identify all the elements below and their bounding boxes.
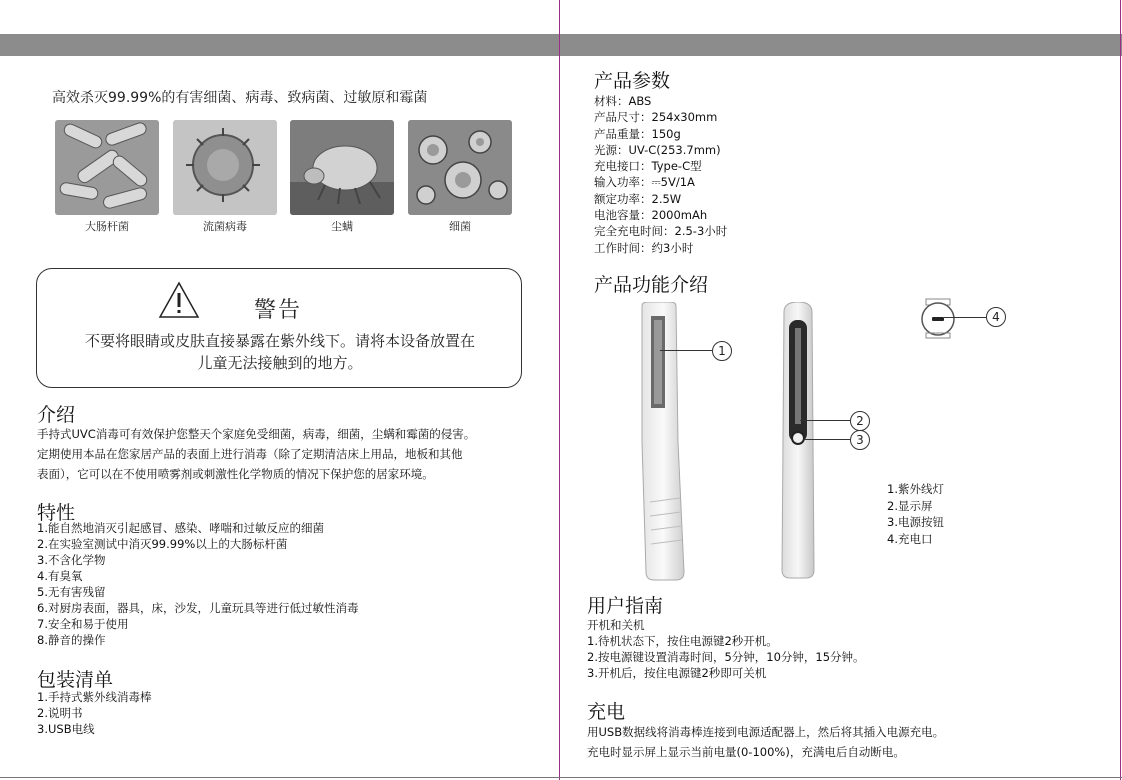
wand-front-illustration: [778, 302, 818, 584]
ecoli-image: [55, 120, 159, 215]
spec-item: 额定功率：2.5W: [594, 191, 682, 206]
charging-port-illustration: [918, 297, 958, 345]
page-edge-bottom: [0, 777, 1122, 778]
function-label: 2.显示屏: [887, 498, 933, 513]
charging-line: 充电时显示屏上显示当前电量(0-100%)，充满电后自动断电。: [587, 745, 905, 759]
warning-line: 不要将眼睛或皮肤直接暴露在紫外线下。请将本设备放置在: [84, 332, 475, 350]
feature-item: 7.安全和易于使用: [37, 617, 129, 631]
functions-heading: 产品功能介绍: [594, 274, 709, 296]
column-divider: [559, 0, 560, 780]
spec-item: 输入功率：⎓5V/1A: [594, 175, 695, 190]
dust-mite-image: [290, 120, 394, 215]
function-label: 1.紫外线灯: [887, 482, 944, 496]
virus-image: [173, 120, 277, 215]
wand-side-illustration: [640, 302, 686, 586]
callout-2: 2: [850, 411, 870, 431]
germ-caption: 流菌病毒: [203, 220, 247, 233]
guide-line: 2.按电源键设置消毒时间，5分钟，10分钟，15分钟。: [587, 650, 865, 664]
package-item: 2.说明书: [37, 706, 83, 720]
spec-item: 光源：UV-C(253.7mm): [594, 142, 721, 157]
feature-item: 6.对厨房表面，器具，床，沙发，儿童玩具等进行低过敏性消毒: [37, 601, 359, 615]
callout-leader: [800, 420, 850, 421]
feature-item: 5.无有害残留: [37, 585, 106, 599]
spec-item: 充电接口：Type-C型: [594, 159, 702, 174]
spec-item: 产品尺寸：254x30mm: [594, 110, 718, 125]
features-list: [37, 520, 358, 648]
features-heading: 特性: [37, 502, 76, 524]
bacteria-image: [408, 120, 512, 215]
intro-text: [37, 424, 475, 484]
warning-text: [40, 330, 520, 374]
callout-3: 3: [850, 430, 870, 450]
guide-heading: 用户指南: [587, 595, 664, 617]
spec-item: 产品重量：150g: [594, 126, 681, 141]
function-labels: [887, 481, 944, 547]
intro-line: 定期使用本品在您家居产品的表面上进行消毒（除了定期清洁床上用品，地板和其他: [37, 447, 463, 461]
callout-leader: [804, 439, 850, 440]
feature-item: 2.在实验室测试中消灭99.99%以上的大肠标杆菌: [37, 537, 288, 551]
charging-heading: 充电: [587, 701, 626, 723]
charging-text: [587, 722, 944, 762]
header-band: [0, 34, 1122, 56]
intro-heading: 介绍: [37, 404, 76, 426]
germ-caption: 尘螨: [331, 220, 353, 233]
spec-item: 材料：ABS: [594, 94, 652, 108]
package-list: [37, 689, 151, 737]
charging-line: 用USB数据线将消毒棒连接到电源适配器上，然后将其插入电源充电。: [587, 725, 945, 739]
function-label: 3.电源按钮: [887, 515, 944, 529]
spec-item: 工作时间：约3小时: [594, 240, 694, 255]
callout-leader: [944, 317, 986, 318]
package-item: 3.USB电线: [37, 722, 95, 736]
feature-item: 4.有臭氧: [37, 569, 83, 583]
guide-line: 1.待机状态下，按住电源键2秒开机。: [587, 634, 778, 648]
intro-line: 手持式UVC消毒可有效保护您整天个家庭免受细菌，病毒，细菌，尘螨和霉菌的侵害。: [37, 427, 476, 441]
warning-triangle-icon: [158, 281, 200, 323]
intro-line: 表面），它可以在不使用喷雾剂或刺激性化学物质的情况下保护您的居家环境。: [37, 467, 434, 481]
germ-caption: 大肠杆菌: [85, 220, 129, 233]
callout-4: 4: [986, 307, 1006, 327]
callout-1: 1: [712, 341, 732, 361]
package-item: 1.手持式紫外线消毒棒: [37, 690, 152, 704]
feature-item: 8.静音的操作: [37, 633, 106, 647]
callout-leader: [660, 350, 712, 351]
feature-item: 1.能自然地消灭引起感冒、感染、哮喘和过敏反应的细菌: [37, 521, 324, 535]
guide-text: [587, 617, 865, 681]
guide-line: 开机和关机: [587, 618, 645, 632]
package-heading: 包装清单: [37, 669, 114, 691]
spec-item: 电池容量：2000mAh: [594, 208, 708, 223]
guide-line: 3.开机后，按住电源键2秒即可关机: [587, 666, 767, 680]
page-edge-right: [1120, 0, 1121, 780]
feature-item: 3.不含化学物: [37, 553, 106, 567]
specs-list: [594, 93, 727, 256]
function-label: 4.充电口: [887, 531, 933, 546]
germ-caption: 细菌: [449, 220, 471, 233]
warning-title: 警告: [254, 298, 303, 323]
tagline: 高效杀灭99.99%的有害细菌、病毒、致病菌、过敏原和霉菌: [52, 90, 428, 106]
warning-line: 儿童无法接触到的地方。: [197, 354, 363, 372]
spec-item: 完全充电时间：2.5-3小时: [594, 224, 728, 239]
specs-heading: 产品参数: [594, 70, 671, 92]
